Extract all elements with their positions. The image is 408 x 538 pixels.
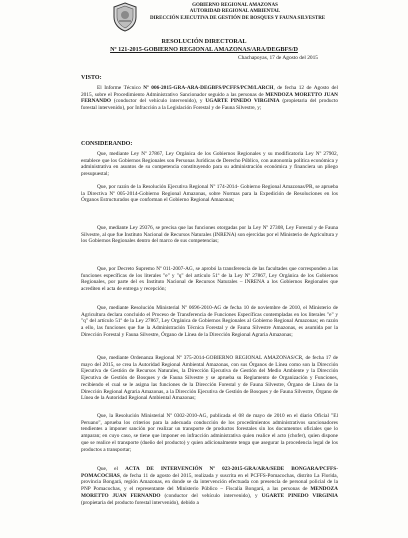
- considerando-paragraph-8: Que, el ACTA DE INTERVENCIÓN Nº 023-2015-GRA/ARA/SEDE BONGARA/PCFFS-POMACOCHAS, de fecha 11 de agosto del 2015, realizada y suscrita en el PCFFS-Pomacochas, distrito La Florida, provincia Bongará, región Amazonas, en donde se da intervención efectuada con presencia de personal policial de la PNP Pomacochas, y el representante del Ministerio Público – Fiscalía Bongará, a las personas de MENDOZA MORETTO JUAN FERNANDO (conductor del vehículo intervenido), y UGARTE PINEDO VIRGINIA (propietaria del producto forestal intervenido), debido a: [81, 466, 338, 506]
- org-line-1: GOBIERNO REGIONAL AMAZONAS: [192, 3, 278, 8]
- regional-seal-icon: [112, 2, 138, 32]
- considerando-paragraph-6: Que, mediante Ordenanza Regional Nº 375-2014-GOBIERNO REGIONAL AMAZONAS/CR, de fecha 17 de mayo del 2015, se crea la Autoridad Regional Ambiental Amazonas, con sus Órganos de Línea como son la Dirección Ejecutiva de Gestión de Recursos Naturales, la Dirección Ejecutiva de Gestión del Medio Ambiente y la Dirección Ejecutiva de Gestión de Bosques y de Fauna Silvestre y se aprueba su Reglamento de Organización y Funciones, recibiendo el cual se le asigna las funciones de la Dirección Forestal y de Fauna Silvestre, Órgano de Línea de la Dirección Regional Agraria Amazonas, a la Dirección Ejecutiva de Gestión de Bosques y de Fauna Silvestre, Órgano de Línea de la Autoridad Regional Ambiental Amazonas;: [81, 355, 338, 402]
- resolution-title: [0, 38, 408, 53]
- title-line-1: RESOLUCIÓN DIRECTORAL: [161, 38, 247, 45]
- document-date: Chachapoyas, 17 de Agosto del 2015: [238, 55, 318, 61]
- considerando-paragraph-3: Que, mediante Ley 29376, se precisa que las funciones otorgadas por la Ley Nº 27308, Ley Forestal y de Fauna Silvestre, al que fue Instituto Nacional de Recursos Naturales (INRENA) son ejercidas por el Ministerio de Agricultura y los Gobiernos Regionales dentro del marco de sus competencias;: [81, 225, 338, 245]
- considerando-paragraph-4: Que, por Decreto Supremo Nº 011-2007-AG, se aprobó la transferencia de las facultades que corresponden a las funciones específicas de los literales "e" y "q" del artículo 51º de la Ley Nº 27867, Ley Orgánica de los Gobiernos Regionales, por parte del ex Instituto Nacional de Recursos Naturales – INRENA a los Gobiernos Regionales que acrediten el acta de entrega y recepción;: [81, 266, 338, 293]
- title-line-2: Nº 121-2015-GOBIERNO REGIONAL AMAZONAS/ARA/DEGBFS/D: [110, 45, 298, 53]
- org-line-2: AUTORIDAD REGIONAL AMBIENTAL: [189, 9, 281, 15]
- considerando-paragraph-7: Que, la Resolución Ministerial Nº 0302-2010-AG, publicada el 08 de mayo de 2010 en el diario Oficial "El Peruano", aprueba los criterios para la adecuada conducción de los procedimientos administrativos sancionadores tendientes a imponer sanción por realizar un transporte de productos forestales sin los documentos oficiales que lo amparan; en cuyo caso, se tiene que imponer en infracción administrativa quien realice el acto (chofer), quien dispone que se realice el transporte (dueño del producto) y quien adicionalmente tenga que asegurar la procedencia legal de los productos a transportar;: [81, 413, 338, 453]
- considerando-paragraph-5: Que, mediante Resolución Ministerial Nº 0696-2010-AG de fecha 10 de noviembre de 2010, el Ministerio de Agricultura declara concluido el Proceso de Transferencia de Funciones Específicas contempladas en los literales "e" y "q" del artículo 51º de la Ley 27867, Ley Orgánica de Gobiernos Regionales al Gobierno Regional Amazonas; en razón a ello, las funciones que fue la Administración Técnica Forestal y de Fauna Silvestre Amazonas, es asumida por la Dirección Forestal y Fauna Silvestre, Órgano de Línea de la Dirección Regional Agraria Amazonas;: [81, 305, 338, 338]
- visto-paragraph: El Informe Técnico Nº 006-2015-GRA-ARA-DEGBFS/PCFFS/PCM/LARCH, de fecha 12 de Agosto del 2015, sobre el Procedimiento Administrativo Sancionador seguido a las personas de MENDOZA MORETTO JUAN FERNANDO (conductor del vehículo intervenido), y UGARTE PINEDO VIRGINIA (propietaria del producto forestal intervenido), por Infracción a la Legislación Forestal y de Fauna Silvestre, y;: [81, 85, 339, 112]
- considerando-paragraph-1: Que, mediante Ley Nº 27867, Ley Orgánica de los Gobiernos Regionales y su modificatoria Ley Nº 27902, establece que los Gobiernos Regionales son Personas Jurídicas de Derecho Público, con autonomía política económica y administrativa en asuntos de su competencia constituyendo para su administración económica y financiera un pliego presupuestal;: [81, 151, 338, 178]
- considerando-heading: CONSIDERANDO:: [81, 141, 133, 147]
- organization-header: [150, 3, 326, 22]
- visto-heading: VISTO:: [81, 75, 102, 81]
- org-line-3: DIRECCIÓN EJECUTIVA DE GESTIÓN DE BOSQUES Y FAUNA SILVESTRE: [150, 15, 326, 21]
- considerando-paragraph-2: Que, por razón de la Resolución Ejecutiva Regional Nº 174-2014- Gobierno Regional Amazonas/PR, se aprueba la Directiva Nº 005-2014-Gobierno Regional Amazonas, sobre Normas para la Expedición de Resoluciones en los Órganos Estructurados que conforman el Gobierno Regional Amazonas;: [81, 184, 338, 204]
